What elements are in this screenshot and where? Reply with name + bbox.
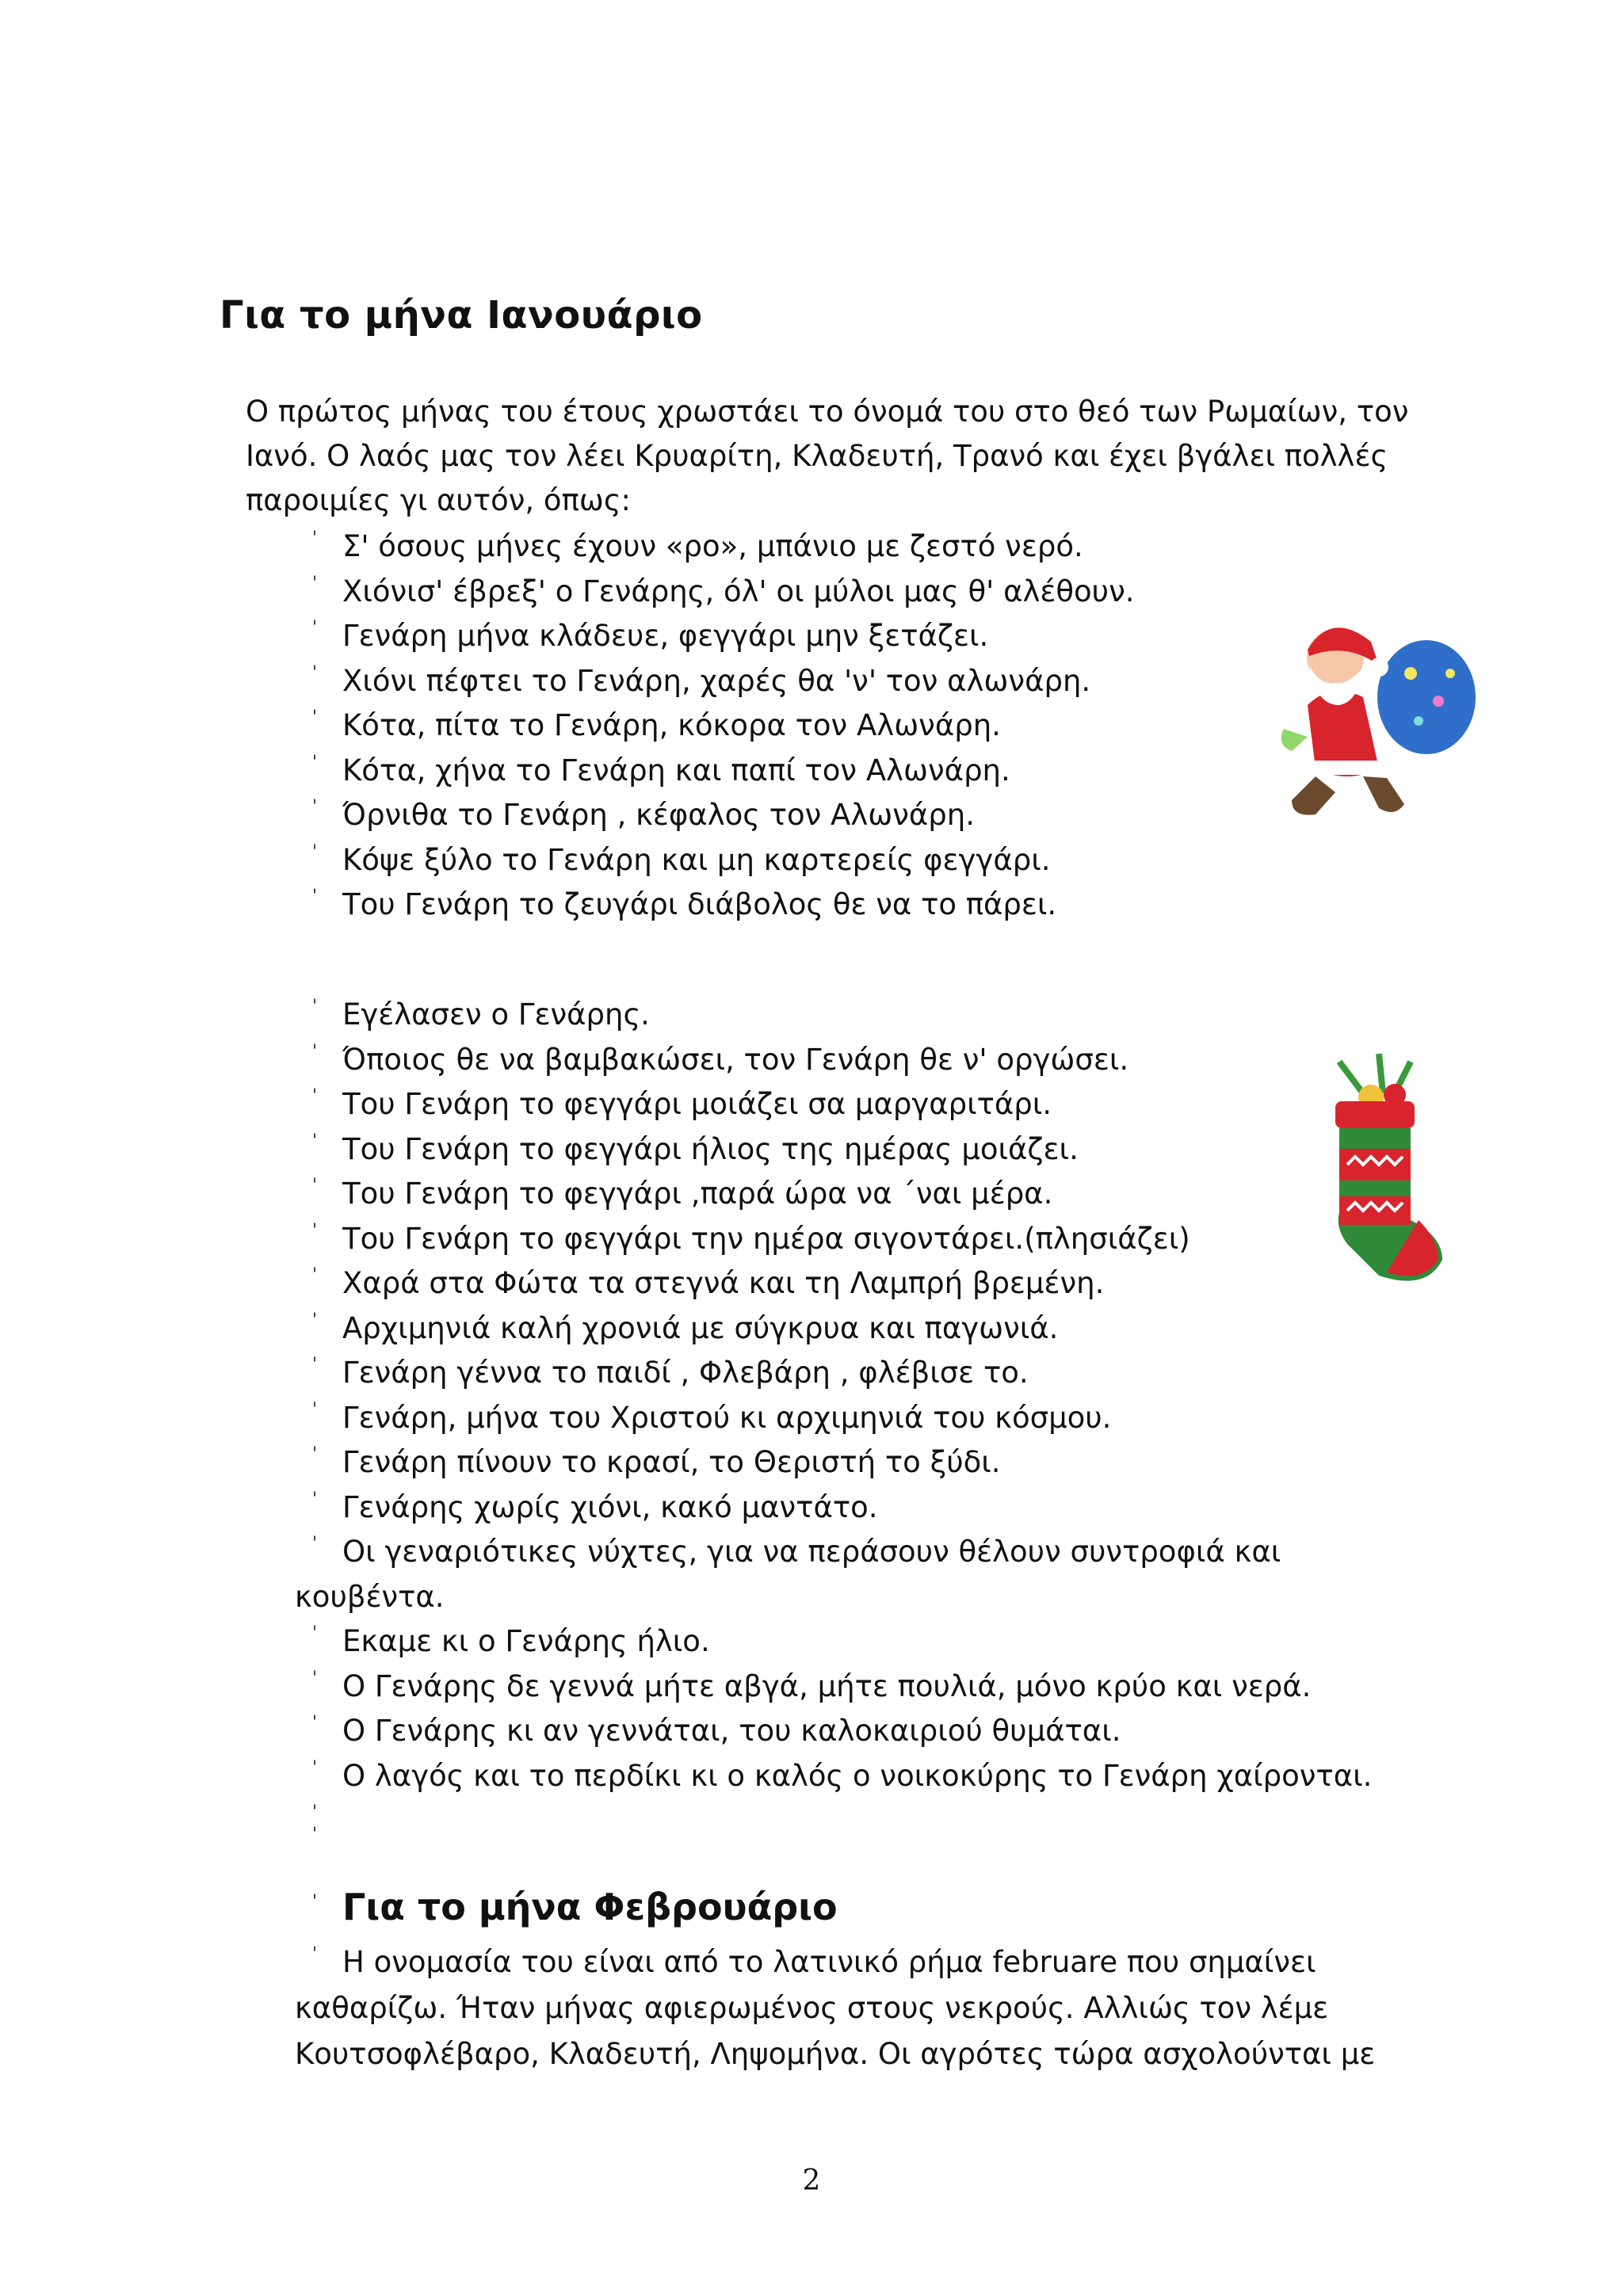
proverb-text: Γενάρη, μήνα του Χριστού κι αρχιμηνιά του κόσμου. xyxy=(342,1400,1112,1435)
bullet-mark: ' xyxy=(312,1623,318,1643)
proverb-text: Σ' όσους μήνες έχουν «ρο», μπάνιο με ζεστό νερό. xyxy=(342,529,1083,563)
santa-sack xyxy=(1377,640,1476,754)
proverb-text: Χαρά στα Φώτα τα στεγνά και τη Λαμπρή βρεμένη. xyxy=(342,1266,1105,1300)
bullet-mark: ' xyxy=(312,1265,318,1285)
bullet-mark: ' xyxy=(312,1310,318,1330)
bullet-mark: ' xyxy=(312,528,318,548)
bullet-mark: ' xyxy=(312,1757,318,1778)
february-heading: Για το μήνα Φεβρουάριο xyxy=(342,1886,838,1928)
bullet-mark: ' xyxy=(312,1041,318,1062)
bullet-mark: ' xyxy=(312,1802,318,1822)
proverb-text: Χιόνι πέφτει το Γενάρη, χαρές θα 'ν' τον αλωνάρη. xyxy=(342,663,1091,698)
proverb-text: Ο λαγός και το περδίκι κι ο καλός ο νοικοκύρης το Γενάρη χαίρονται. xyxy=(342,1758,1373,1793)
stocking-cuff xyxy=(1335,1101,1415,1128)
proverb-text: Του Γενάρη το φεγγάρι μοιάζει σα μαργαριτάρι. xyxy=(342,1087,1052,1121)
proverb-text: Ο Γενάρης δε γεννά μήτε αβγά, μήτε πουλιά, μόνο κρύο και νερά. xyxy=(342,1669,1312,1703)
bullet-mark: ' xyxy=(312,1176,318,1196)
proverb-text: Γενάρη πίνουν το κρασί, το Θεριστή το ξύδι. xyxy=(342,1445,1001,1479)
proverb-text: Όποιος θε να βαμβακώσει, τον Γενάρη θε ν' οργώσει. xyxy=(342,1042,1129,1077)
bullet-mark: ' xyxy=(312,1086,318,1106)
proverb-text: Γενάρης χωρίς χιόνι, κακό μαντάτο. xyxy=(342,1489,878,1524)
bullet-mark: ' xyxy=(312,841,318,862)
bullet-mark: ' xyxy=(312,1355,318,1375)
february-paragraph: Η ονομασία του είναι από το λατινικό ρήμα februare που σημαίνει καθαρίζω. Ήταν μήνας αφιερωμένος στους νεκρούς. Αλλιώς τον λέμε Κουτσοφλέβαρο, Κλαδευτή, Ληψομήνα. Οι αγρότες τώρα ασχολούνται με xyxy=(295,1945,1376,2071)
bullet-mark: ' xyxy=(312,1131,318,1151)
bullet-mark: ' xyxy=(312,1668,318,1688)
proverb-text: Εγέλασεν ο Γενάρης. xyxy=(342,997,650,1032)
proverb-text: Γενάρη μήνα κλάδευε, φεγγάρι μην ξετάζει. xyxy=(342,619,989,653)
stocking-illustration xyxy=(1292,1038,1466,1299)
february-paragraph-block xyxy=(295,1939,1428,2077)
proverb-text: Κότα, χήνα το Γενάρη και παπί τον Αλωνάρη. xyxy=(342,753,1010,788)
bullet-mark: ' xyxy=(312,573,318,593)
bullet-mark: ' xyxy=(312,707,318,727)
proverb-text: Ο Γενάρης κι αν γεννάται, του καλοκαιριού θυμάται. xyxy=(342,1714,1121,1748)
proverb-continuation: κουβέντα. xyxy=(295,1579,445,1614)
proverb-text: Του Γενάρη το ζευγάρι διάβολος θε να το πάρει. xyxy=(342,887,1057,921)
january-heading: Για το μήνα Ιανουάριο xyxy=(220,293,703,338)
bullet-mark: ' xyxy=(312,752,318,772)
bullet-mark: ' xyxy=(312,1713,318,1733)
bullet-mark: ' xyxy=(312,1444,318,1464)
bullet-mark: ' xyxy=(312,1944,318,1964)
proverb-text: Γενάρη γέννα το παιδί , Φλεβάρη , φλέβισε το. xyxy=(342,1356,1029,1390)
proverb-text: Χιόνισ' έβρεξ' ο Γενάρης, όλ' οι μύλοι μας θ' αλέθουν. xyxy=(342,574,1135,608)
bullet-mark: ' xyxy=(312,997,318,1016)
proverb-text: Εκαμε κι ο Γενάρης ήλιο. xyxy=(342,1624,710,1658)
bullet-mark: ' xyxy=(312,887,318,906)
proverb-text: Όρνιθα το Γενάρη , κέφαλος τον Αλωνάρη. xyxy=(342,798,975,832)
bullet-mark: ' xyxy=(312,797,318,817)
proverb-text: Του Γενάρη το φεγγάρι ήλιος της ημέρας μοιάζει. xyxy=(342,1131,1079,1166)
intro-paragraph: Ο πρώτος μήνας του έτους χρωστάει το όνομά του στο θεό των Ρωμαίων, τον Ιανό. Ο λαός μας τον λέει Κρυαρίτη, Κλαδευτή, Τρανό και έχει βγάλει πολλές παροιμίες γι αυτόν, όπως: xyxy=(246,395,1409,517)
proverb-text: Αρχιμηνιά καλή χρονιά με σύγκρυα και παγωνιά. xyxy=(342,1310,1059,1345)
proverb-text: Κόψε ξύλο το Γενάρη και μη καρτερείς φεγγάρι. xyxy=(342,842,1051,877)
bullet-mark: ' xyxy=(312,1399,318,1420)
proverb-text: Του Γενάρη το φεγγάρι την ημέρα σιγοντάρει.(πλησιάζει) xyxy=(342,1221,1190,1256)
bullet-mark: ' xyxy=(312,618,318,638)
bullet-mark: ' xyxy=(312,662,318,683)
bullet-mark: ' xyxy=(312,1489,318,1509)
page-number: 2 xyxy=(802,2164,821,2197)
proverb-text: Του Γενάρη το φεγγάρι ,παρά ώρα να ΄ναι μέρα. xyxy=(342,1177,1053,1211)
bullet-mark: ' xyxy=(312,1220,318,1241)
santa-illustration xyxy=(1260,610,1482,832)
january-intro xyxy=(246,390,1419,523)
bullet-mark: ' xyxy=(312,1825,318,1844)
bullet-mark: ' xyxy=(312,1892,318,1912)
bullet-mark: ' xyxy=(312,1534,318,1554)
proverb-text: Κότα, πίτα το Γενάρη, κόκορα τον Αλωνάρη. xyxy=(342,708,1001,742)
proverb-text: Οι γεναριότικες νύχτες, για να περάσουν θέλουν συντροφιά και xyxy=(342,1535,1281,1569)
